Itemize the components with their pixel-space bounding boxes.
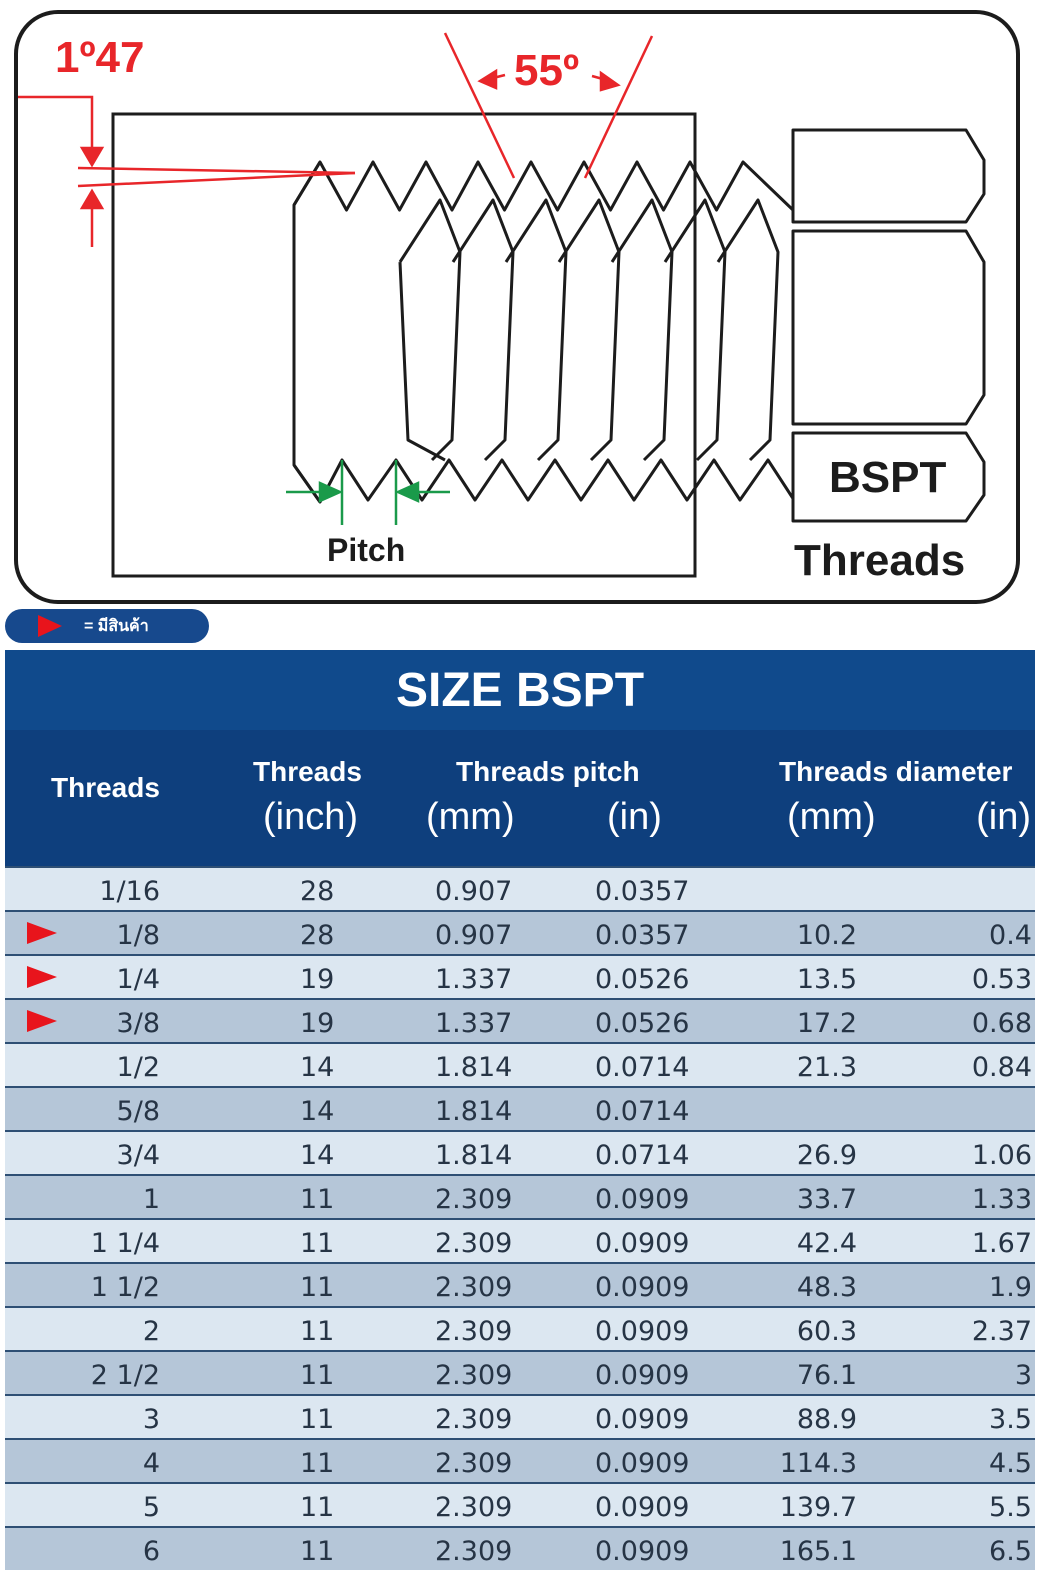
cell-diameter-in: 0.84 (971, 1052, 1032, 1083)
available-marker-icon (27, 922, 57, 944)
cell-pitch-in: 0.0909 (595, 1536, 690, 1567)
cell-diameter-mm: 10.2 (796, 920, 857, 951)
cell-size: 5 (142, 1492, 160, 1523)
cell-diameter-mm: 114.3 (779, 1448, 857, 1479)
cell-tpi: 19 (300, 1008, 335, 1039)
cell-diameter-mm: 26.9 (796, 1140, 857, 1171)
table-row (5, 1394, 1035, 1438)
cell-diameter-in: 0.53 (971, 964, 1032, 995)
cell-size: 1 1/2 (90, 1272, 160, 1303)
header-tpi: Threads (253, 756, 362, 787)
cell-diameter-mm: 60.3 (796, 1316, 857, 1347)
cell-pitch-in: 0.0909 (595, 1228, 690, 1259)
cell-size: 4 (142, 1448, 160, 1479)
cell-diameter-in: 5.5 (989, 1492, 1032, 1523)
header-pitch-mm: (mm) (426, 796, 515, 838)
available-marker-icon (27, 966, 57, 988)
cell-pitch-mm: 2.309 (435, 1228, 513, 1259)
cell-pitch-in: 0.0357 (595, 920, 690, 951)
table-row (5, 1130, 1035, 1174)
cell-size: 3/4 (116, 1140, 160, 1171)
cell-size: 2 (142, 1316, 160, 1347)
table-row (5, 1526, 1035, 1570)
cell-pitch-mm: 1.814 (435, 1052, 513, 1083)
cell-pitch-in: 0.0909 (595, 1404, 690, 1435)
header-diameter: Threads diameter (779, 756, 1013, 787)
table-row (5, 954, 1035, 998)
available-marker-icon (38, 615, 62, 637)
cell-diameter-in: 1.33 (971, 1184, 1032, 1215)
cell-pitch-mm: 2.309 (435, 1492, 513, 1523)
table-row (5, 866, 1035, 910)
header-diameter-mm: (mm) (787, 796, 876, 838)
cell-pitch-in: 0.0714 (595, 1096, 690, 1127)
cell-diameter-mm: 48.3 (796, 1272, 857, 1303)
cell-pitch-mm: 0.907 (435, 920, 513, 951)
cell-pitch-in: 0.0909 (595, 1316, 690, 1347)
cell-tpi: 28 (300, 876, 335, 907)
cell-pitch-in: 0.0714 (595, 1052, 690, 1083)
cell-diameter-in: 2.37 (971, 1316, 1032, 1347)
cell-pitch-in: 0.0909 (595, 1272, 690, 1303)
cell-diameter-in: 6.5 (989, 1536, 1032, 1567)
cell-pitch-mm: 2.309 (435, 1404, 513, 1435)
cell-pitch-mm: 1.337 (435, 964, 513, 995)
cell-tpi: 11 (300, 1536, 335, 1567)
cell-size: 5/8 (116, 1096, 160, 1127)
cell-size: 1/8 (116, 920, 160, 951)
available-marker-icon (27, 1010, 57, 1032)
cell-tpi: 14 (300, 1140, 335, 1171)
table-row (5, 1086, 1035, 1130)
cell-size: 1 (142, 1184, 160, 1215)
cell-pitch-in: 0.0909 (595, 1492, 690, 1523)
table-row (5, 1218, 1035, 1262)
cell-diameter-in: 0.68 (971, 1008, 1032, 1039)
cell-size: 3/8 (116, 1008, 160, 1039)
cell-pitch-mm: 1.814 (435, 1140, 513, 1171)
cell-pitch-in: 0.0357 (595, 876, 690, 907)
cell-size: 3 (142, 1404, 160, 1435)
bspt-thread-diagram (0, 0, 1040, 605)
cell-pitch-mm: 1.814 (435, 1096, 513, 1127)
cell-pitch-mm: 1.337 (435, 1008, 513, 1039)
table-row (5, 1174, 1035, 1218)
cell-pitch-in: 0.0526 (595, 1008, 690, 1039)
cell-size: 1/2 (116, 1052, 160, 1083)
cell-tpi: 11 (300, 1492, 335, 1523)
table-row (5, 1350, 1035, 1394)
header-threads: Threads (51, 772, 160, 803)
header-pitch-in: (in) (607, 796, 662, 838)
cell-diameter-mm: 88.9 (796, 1404, 857, 1435)
availability-legend (5, 609, 209, 643)
cell-pitch-mm: 2.309 (435, 1536, 513, 1567)
cell-size: 1/4 (116, 964, 160, 995)
cell-diameter-in: 1.06 (971, 1140, 1032, 1171)
cell-size: 6 (142, 1536, 160, 1567)
table-body (5, 866, 1035, 1570)
header-pitch: Threads pitch (456, 756, 640, 787)
cell-tpi: 11 (300, 1448, 335, 1479)
table-row (5, 1262, 1035, 1306)
cell-pitch-mm: 0.907 (435, 876, 513, 907)
cell-pitch-in: 0.0714 (595, 1140, 690, 1171)
cell-diameter-mm: 13.5 (796, 964, 857, 995)
cell-diameter-in: 4.5 (989, 1448, 1032, 1479)
cell-diameter-in: 1.9 (989, 1272, 1032, 1303)
cell-diameter-in: 0.4 (989, 920, 1032, 951)
cell-diameter-in: 3 (1014, 1360, 1032, 1391)
cell-tpi: 11 (300, 1404, 335, 1435)
bspt-label: BSPT (829, 453, 947, 502)
thread-angle-label: 55º (514, 46, 580, 95)
cell-diameter-mm: 17.2 (796, 1008, 857, 1039)
cell-pitch-mm: 2.309 (435, 1184, 513, 1215)
cell-diameter-mm: 21.3 (796, 1052, 857, 1083)
cell-size: 1 1/4 (90, 1228, 160, 1259)
table-row (5, 1306, 1035, 1350)
cell-size: 1/16 (99, 876, 160, 907)
table-row (5, 910, 1035, 954)
cell-pitch-mm: 2.309 (435, 1272, 513, 1303)
cell-pitch-in: 0.0909 (595, 1360, 690, 1391)
cell-pitch-mm: 2.309 (435, 1316, 513, 1347)
cell-diameter-in: 1.67 (971, 1228, 1032, 1259)
cell-tpi: 11 (300, 1228, 335, 1259)
pitch-label: Pitch (327, 532, 406, 568)
cell-pitch-in: 0.0909 (595, 1448, 690, 1479)
cell-diameter-mm: 165.1 (779, 1536, 857, 1567)
table-title: SIZE BSPT (5, 650, 1035, 730)
table-row (5, 1482, 1035, 1526)
cell-tpi: 11 (300, 1316, 335, 1347)
table-header (5, 730, 1035, 866)
header-diameter-in: (in) (976, 796, 1031, 838)
cell-pitch-mm: 2.309 (435, 1448, 513, 1479)
bspt-size-table (5, 650, 1035, 1570)
cell-diameter-in: 3.5 (989, 1404, 1032, 1435)
table-row (5, 998, 1035, 1042)
table-row (5, 1042, 1035, 1086)
cell-diameter-mm: 42.4 (796, 1228, 857, 1259)
cell-diameter-mm: 76.1 (796, 1360, 857, 1391)
cell-tpi: 11 (300, 1272, 335, 1303)
header-tpi-unit: (inch) (263, 796, 359, 838)
taper-angle-label: 1º47 (55, 33, 145, 82)
cell-tpi: 11 (300, 1360, 335, 1391)
cell-tpi: 28 (300, 920, 335, 951)
cell-pitch-mm: 2.309 (435, 1360, 513, 1391)
cell-diameter-mm: 33.7 (796, 1184, 857, 1215)
cell-tpi: 14 (300, 1052, 335, 1083)
cell-pitch-in: 0.0526 (595, 964, 690, 995)
cell-pitch-in: 0.0909 (595, 1184, 690, 1215)
cell-size: 2 1/2 (90, 1360, 160, 1391)
cell-tpi: 14 (300, 1096, 335, 1127)
table-row (5, 1438, 1035, 1482)
threads-label: Threads (794, 536, 966, 585)
cell-tpi: 11 (300, 1184, 335, 1215)
cell-diameter-mm: 139.7 (779, 1492, 857, 1523)
cell-tpi: 19 (300, 964, 335, 995)
legend-text: = มีสินค้า (84, 617, 149, 635)
